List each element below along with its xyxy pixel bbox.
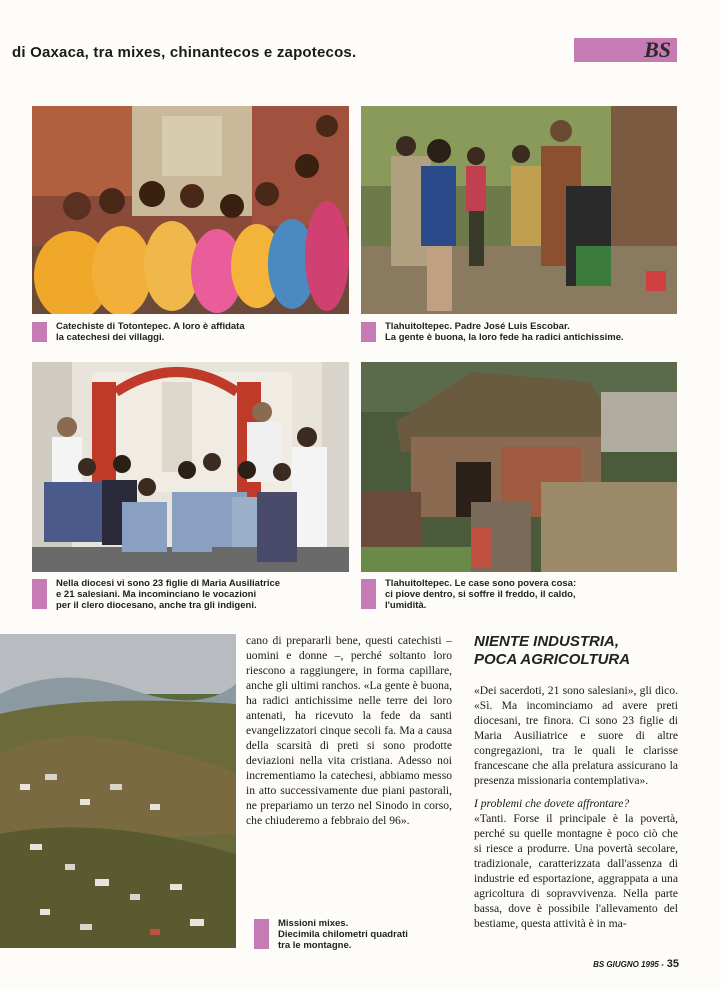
caption-mountain-village <box>254 918 454 954</box>
section-heading-line-1: NIENTE INDUSTRIA, <box>474 633 620 650</box>
caption-text: Tlahuitoltepec. Le case sono povera cosa: ci piove dentro, si soffre il freddo, il caldo, l'umidità. <box>385 578 577 611</box>
caption-houses <box>361 578 681 614</box>
caption-text: Nella diocesi vi sono 23 figlie di Maria Ausiliatrice e 21 salesiani. Ma incominciano le vocazioni per il clero diocesano, anche tra gli indigeni. <box>56 578 281 611</box>
footer-issue: BS GIUGNO 1995 - <box>593 960 664 969</box>
article-column-2 <box>474 683 678 931</box>
caption-padre-escobar <box>361 321 681 345</box>
photo-catechists <box>32 106 349 314</box>
section-heading-line-2: POCA AGRICOLTURA <box>474 651 631 668</box>
caption-sisters-salesians <box>32 578 352 614</box>
photo-mountain-village <box>0 634 236 948</box>
page-footer <box>593 958 679 970</box>
caption-catechists <box>32 321 352 345</box>
caption-marker <box>32 579 47 609</box>
caption-marker <box>32 322 47 342</box>
interview-question: I problemi che dovete affrontare? <box>474 797 630 810</box>
photo-houses <box>361 362 677 572</box>
page-number: 35 <box>666 958 679 970</box>
article-paragraph: «Dei sacerdoti, 21 sono salesiani», gli dico. «Sì. Ma incominciamo ad avere preti diocesani, tre finora. Ci sono 23 figlie di Maria Ausiliatrice e suore di altre congregazioni, tra le quali le clarisse francescane che alla prelatura assicurano la presenza missionaria contemplativa». <box>474 684 678 787</box>
article-paragraph: cano di prepararli bene, questi catechisti – uomini e donne –, perché soltanto loro riescono a raggiungere, in forma capillare, anche gli ultimi ranchos. «La gente è buona, ha radici antichissime nelle terre dei loro antenati, ha ricevuto la fede da santi evangelizzatori cinque secoli fa. Ma a causa della scarsità di preti si sono prodotte deviazioni nella vita cristiana. Adesso noi incrementiamo la catechesi, abbiamo messo in atto successivamente due piani pastorali, ne prepariamo un terzo nel Sinodo in corso, che chiuderemo a febbraio del 96». <box>246 634 452 827</box>
article-paragraph: «Tanti. Forse il principale è la povertà, perché su quelle montagne è poco ciò che si riesce a produrre. Una povertà secolare, tradizionale, caratterizzata dall'assenza di industrie ed esportazione, aggrappata a una agricoltura di sopravvivenza. Nella parte bassa, dove è possibile l'allevamento del bestiame, questa attività è in ma- <box>474 812 678 930</box>
caption-text: Catechiste di Totontepec. A loro è affidata la catechesi dei villaggi. <box>56 321 245 343</box>
caption-marker <box>361 322 376 342</box>
caption-text: Missioni mixes. Diecimila chilometri quadrati tra le montagne. <box>278 918 408 951</box>
photo-sisters-salesians <box>32 362 349 572</box>
caption-text: Tlahuitoltepec. Padre José Luis Escobar. La gente è buona, la loro fede ha radici antichissime. <box>385 321 624 343</box>
magazine-tag: BS <box>574 38 677 62</box>
photo-padre-escobar <box>361 106 677 314</box>
section-heading <box>474 633 679 669</box>
page-headline: di Oaxaca, tra mixes, chinantecos e zapotecos. <box>12 44 357 61</box>
caption-marker <box>254 919 269 949</box>
caption-marker <box>361 579 376 609</box>
article-column-1 <box>246 633 452 828</box>
